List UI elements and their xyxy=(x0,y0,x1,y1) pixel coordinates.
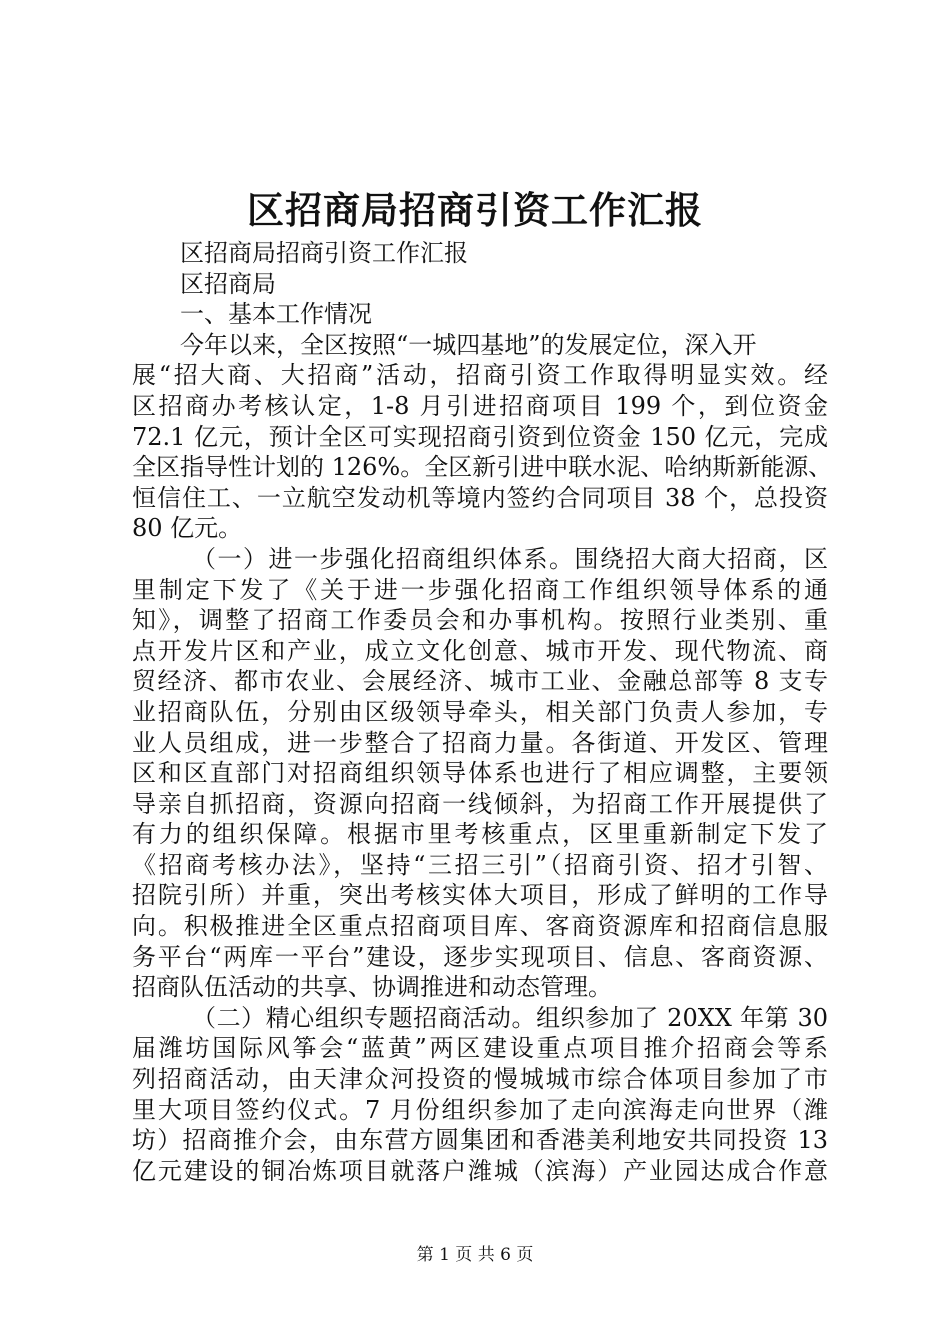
paragraph-3 xyxy=(132,1003,828,1187)
paragraph-line: 届潍坊国际风筝会“蓝黄”两区建设重点项目推介招商会等系 xyxy=(132,1034,828,1063)
paragraph-line: 有力的组织保障。根据市里考核重点，区里重新制定下发了 xyxy=(132,820,828,849)
paragraph-line: 《招商考核办法》，坚持“三招三引”（招商引资、招才引智、 xyxy=(132,850,828,879)
paragraph-line: 80 亿元。 xyxy=(132,514,243,543)
paragraph-1 xyxy=(132,330,833,544)
paragraph-line: 列招商活动，由天津众河投资的慢城城市综合体项目参加了市 xyxy=(132,1065,828,1094)
paragraph-line: 业人员组成，进一步整合了招商力量。各街道、开发区、管理 xyxy=(132,728,828,757)
paragraph-line: 知》，调整了招商工作委员会和办事机构。按照行业类别、重 xyxy=(132,606,828,635)
document-body xyxy=(132,238,833,1186)
paragraph-line: 招院引所）并重，突出考核实体大项目，形成了鲜明的工作导 xyxy=(132,881,828,910)
paragraph-line: 贸经济、都市农业、会展经济、城市工业、金融总部等 8 支专 xyxy=(132,667,828,696)
paragraph-line: 里制定下发了《关于进一步强化招商工作组织领导体系的通 xyxy=(132,575,828,604)
paragraph-line: 坊）招商推介会，由东营方圆集团和香港美利地安共同投资 13 xyxy=(132,1126,828,1155)
paragraph-line: 务平台“两库一平台”建设，逐步实现项目、信息、客商资源、 xyxy=(132,942,828,971)
section-heading: 一、基本工作情况 xyxy=(180,300,372,329)
paragraph-line: 导亲自抓招商，资源向招商一线倾斜，为招商工作开展提供了 xyxy=(132,789,828,818)
heading-repeat: 区招商局招商引资工作汇报 xyxy=(180,239,468,267)
page-footer: 第 1 页 共 6 页 xyxy=(416,1245,534,1265)
paragraph-line: 区招商办考核认定，1-8 月引进招商项目 199 个，到位资金 xyxy=(132,391,828,420)
paragraph-line: 全区指导性计划的 126%。全区新引进中联水泥、哈纳斯新能源、 xyxy=(132,453,833,482)
paragraph-line: （二）精心组织专题招商活动。组织参加了 20XX 年第 30 xyxy=(192,1003,828,1032)
paragraph-line: 业招商队伍，分别由区级领导牵头，相关部门负责人参加，专 xyxy=(132,697,828,726)
paragraph-line: 向。积极推进全区重点招商项目库、客商资源库和招商信息服 xyxy=(132,912,828,941)
paragraph-line: 招商队伍活动的共享、协调推进和动态管理。 xyxy=(132,973,612,1002)
paragraph-line: 区和区直部门对招商组织领导体系也进行了相应调整，主要领 xyxy=(132,759,828,788)
paragraph-line: 亿元建设的铜冶炼项目就落户潍城（滨海）产业园达成合作意 xyxy=(132,1156,828,1185)
paragraph-2 xyxy=(132,544,828,1003)
paragraph-line: 展“招大商、大招商”活动，招商引资工作取得明显实效。经 xyxy=(132,361,828,390)
paragraph-line: 72.1 亿元，预计全区可实现招商引资到位资金 150 亿元，完成 xyxy=(132,422,828,451)
paragraph-line: 今年以来，全区按照“一城四基地”的发展定位，深入开 xyxy=(180,330,757,359)
paragraph-line: 里大项目签约仪式。7 月份组织参加了走向滨海走向世界（潍 xyxy=(132,1095,828,1124)
paragraph-line: 恒信住工、一立航空发动机等境内签约合同项目 38 个，总投资 xyxy=(132,483,828,512)
paragraph-line: （一）进一步强化招商组织体系。围绕招大商大招商，区 xyxy=(192,544,828,573)
document-title: 区招商局招商引资工作汇报 xyxy=(247,188,703,232)
author-line: 区招商局 xyxy=(180,269,276,298)
paragraph-line: 点开发片区和产业，成立文化创意、城市开发、现代物流、商 xyxy=(132,636,828,665)
